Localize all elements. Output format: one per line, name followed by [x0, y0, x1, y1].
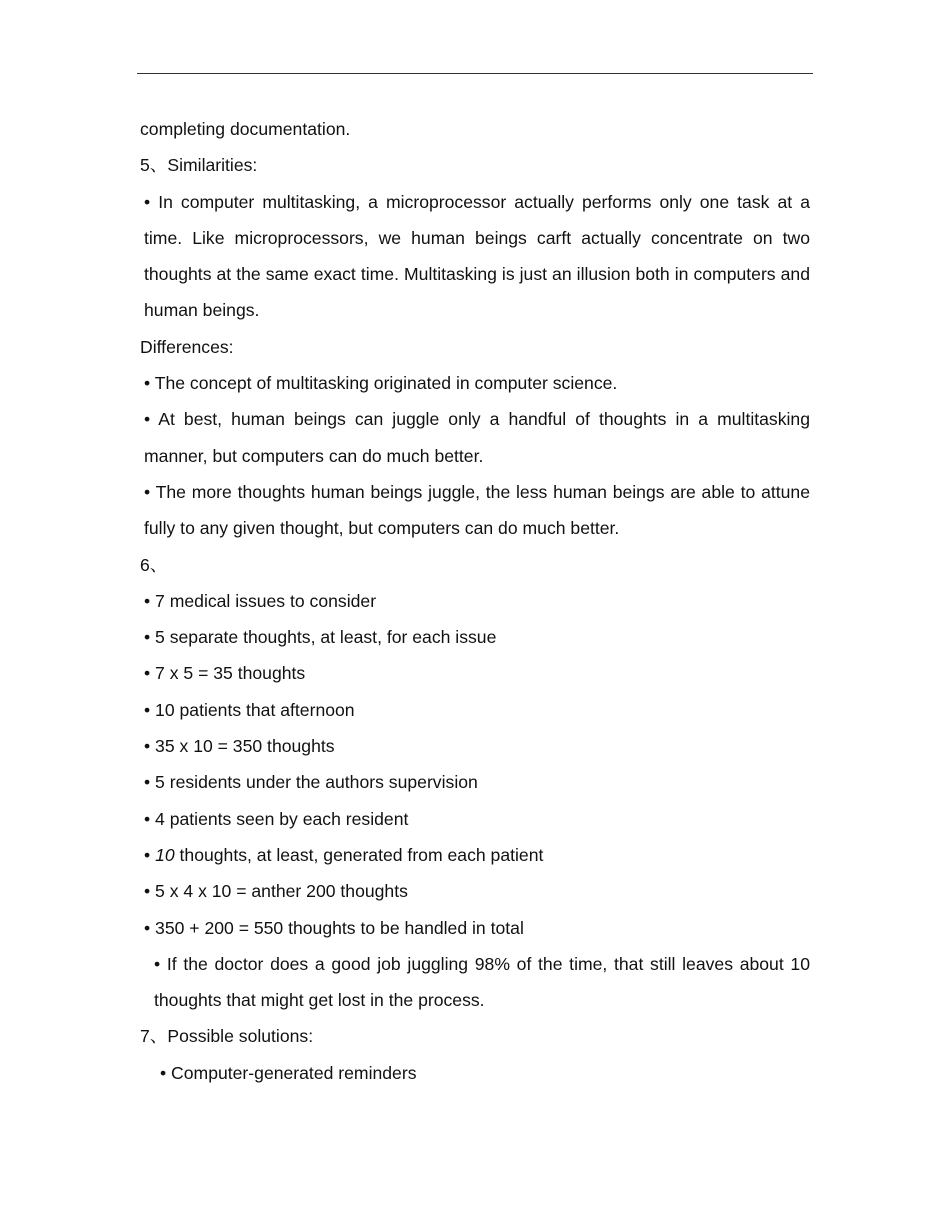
- bullet-difference-attune: • The more thoughts human beings juggle, the less human beings are able to attune fully to any given thought, but computers can do much better.: [144, 481, 810, 539]
- bullet-item: • 4 patients seen by each resident: [144, 808, 409, 829]
- document-body: [140, 111, 810, 1091]
- bullet-item: • 10 patients that afternoon: [144, 699, 355, 720]
- bullet-solution: • Computer-generated reminders: [160, 1062, 417, 1083]
- heading-solutions: 7、Possible solutions:: [140, 1026, 314, 1047]
- italic-number: 10: [155, 844, 175, 865]
- bullet-item: • 7 medical issues to consider: [144, 590, 377, 611]
- bullet-similarity: • In computer multitasking, a microprocessor actually performs only one task at a time. Like microprocessors, we human beings carft actually concentrate on two thoughts at the same exact time. Multitasking is just an illusion both in computers and human beings.: [144, 191, 810, 321]
- bullet-item: • 350 + 200 = 550 thoughts to be handled in total: [144, 917, 524, 938]
- bullet-item: • 35 x 10 = 350 thoughts: [144, 736, 335, 757]
- header-rule: [137, 73, 813, 74]
- heading-section-6: 6、: [140, 554, 168, 575]
- heading-similarities: 5、Similarities:: [140, 155, 258, 176]
- bullet-difference-origin: • The concept of multitasking originated in computer science.: [144, 373, 618, 394]
- bullet-item: [140, 837, 810, 873]
- bullet-item: • 5 residents under the authors supervision: [144, 772, 478, 793]
- heading-differences: Differences:: [140, 336, 234, 357]
- bullet-item: • 7 x 5 = 35 thoughts: [144, 663, 306, 684]
- bullet-mark: •: [144, 844, 156, 865]
- bullet-item: • 5 x 4 x 10 = anther 200 thoughts: [144, 881, 408, 902]
- bullet-text: thoughts, at least, generated from each patient: [174, 844, 544, 865]
- bullet-difference-juggle: • At best, human beings can juggle only a handful of thoughts in a multitasking manner, but computers can do much better.: [144, 409, 810, 466]
- bullet-item: • 5 separate thoughts, at least, for each issue: [144, 627, 497, 648]
- bullet-conclusion: • If the doctor does a good job juggling 98% of the time, that still leaves about 10 thoughts that might get lost in the process.: [154, 953, 810, 1011]
- paragraph-continuation: completing documentation.: [140, 119, 351, 139]
